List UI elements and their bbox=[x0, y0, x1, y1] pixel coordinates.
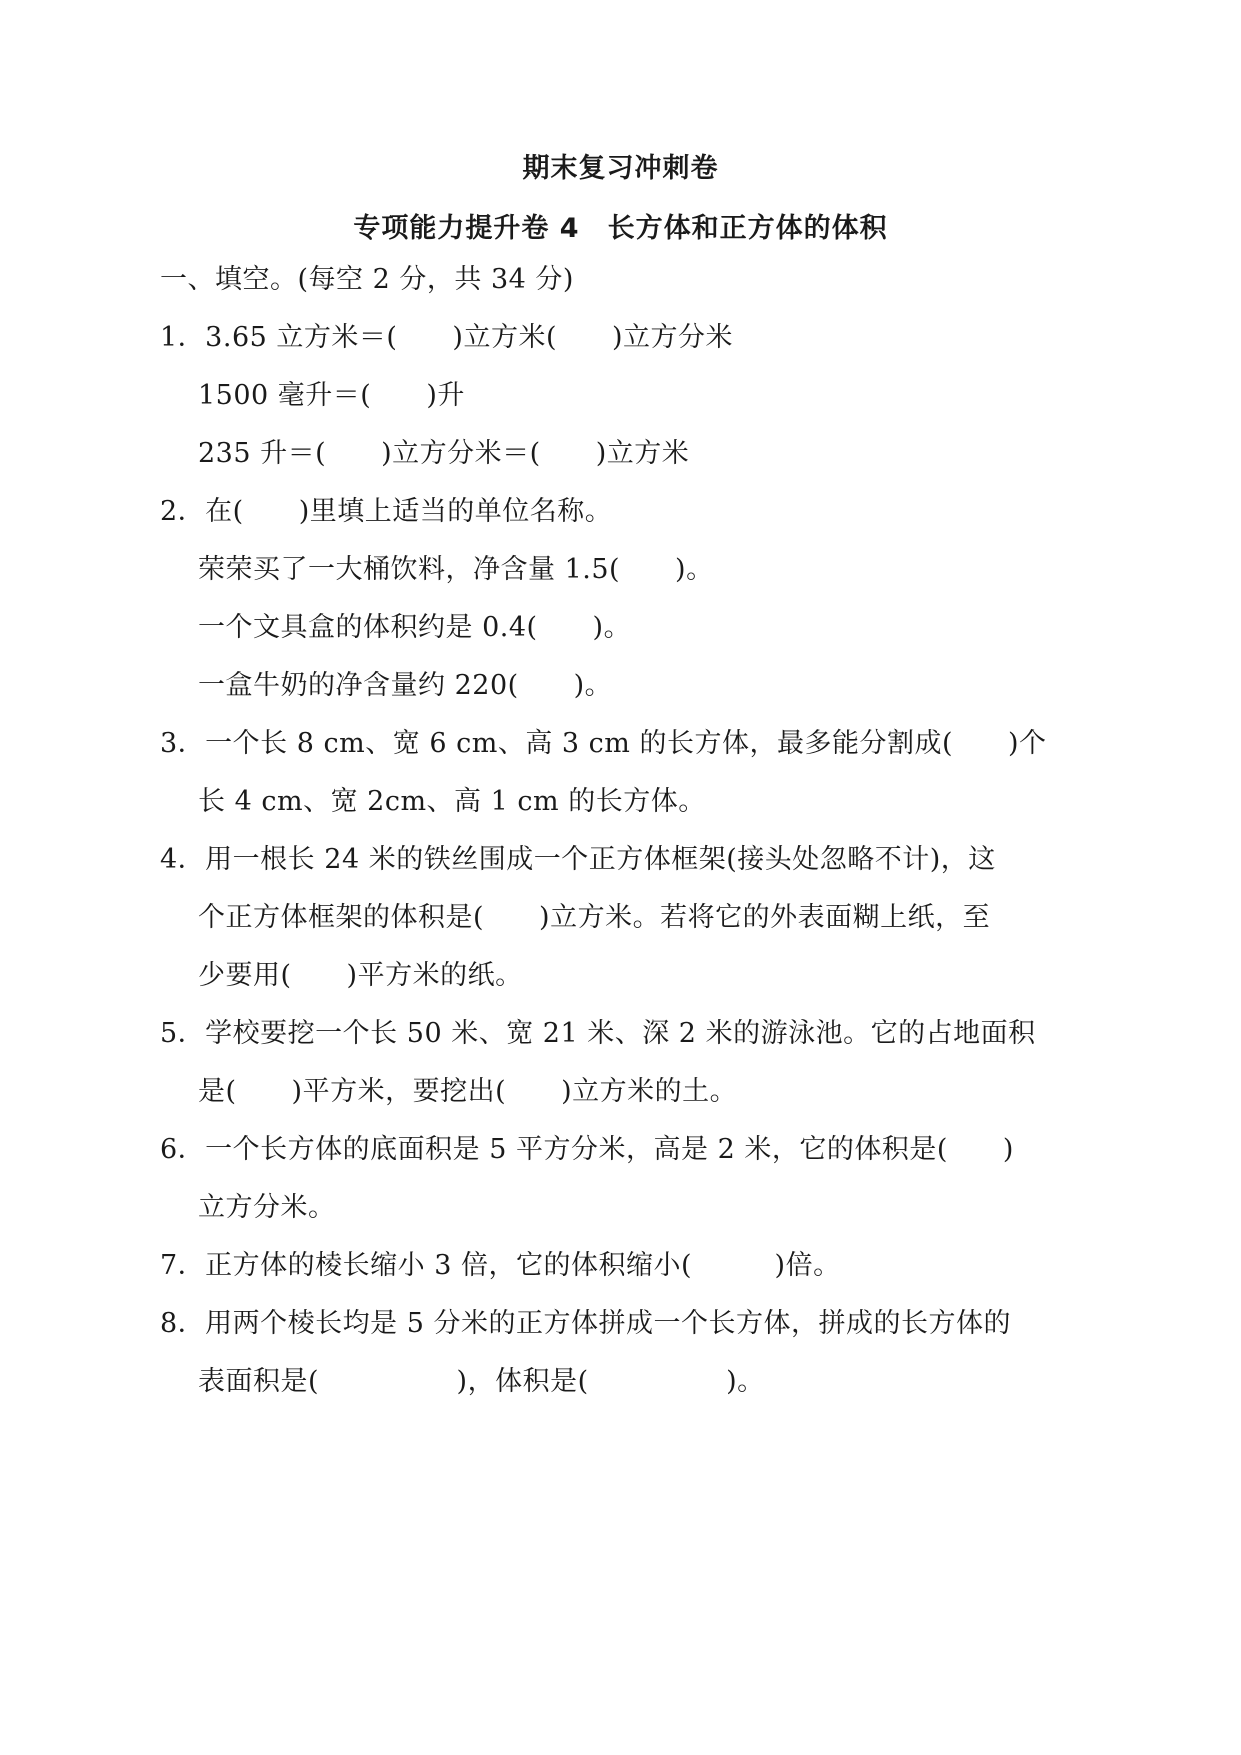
question-4-line-2: 个正方体框架的体积是( )立方米。若将它的外表面糊上纸，至 bbox=[198, 902, 991, 933]
page-subtitle: 专项能力提升卷 4 长方体和正方体的体积 bbox=[353, 213, 888, 244]
question-1-line-3: 235 升＝( )立方分米＝( )立方米 bbox=[198, 438, 690, 469]
question-8-line-2: 表面积是( )，体积是( )。 bbox=[198, 1366, 765, 1397]
question-4-line-1: 4．用一根长 24 米的铁丝围成一个正方体框架(接头处忽略不计)，这 bbox=[160, 844, 996, 875]
question-8-line-1: 8．用两个棱长均是 5 分米的正方体拼成一个长方体，拼成的长方体的 bbox=[160, 1308, 1012, 1339]
section-heading: 一、填空。(每空 2 分，共 34 分) bbox=[160, 264, 574, 295]
question-6-line-2: 立方分米。 bbox=[198, 1192, 336, 1223]
question-2-line-1: 2．在( )里填上适当的单位名称。 bbox=[160, 496, 613, 527]
question-2-line-2: 荣荣买了一大桶饮料，净含量 1.5( )。 bbox=[198, 554, 714, 585]
question-2-line-4: 一盒牛奶的净含量约 220( )。 bbox=[198, 670, 613, 701]
question-4-line-3: 少要用( )平方米的纸。 bbox=[198, 960, 523, 991]
question-1-line-2: 1500 毫升＝( )升 bbox=[198, 380, 465, 411]
question-1-line-1: 1．3.65 立方米＝( )立方米( )立方分米 bbox=[160, 322, 734, 353]
question-5-line-2: 是( )平方米，要挖出( )立方米的土。 bbox=[198, 1076, 738, 1107]
question-6-line-1: 6．一个长方体的底面积是 5 平方分米，高是 2 米，它的体积是( ) bbox=[160, 1134, 1014, 1165]
question-2-line-3: 一个文具盒的体积约是 0.4( )。 bbox=[198, 612, 632, 643]
page-title: 期末复习冲刺卷 bbox=[522, 153, 719, 184]
question-3-line-2: 长 4 cm、宽 2cm、高 1 cm 的长方体。 bbox=[198, 786, 706, 817]
question-3-line-1: 3．一个长 8 cm、宽 6 cm、高 3 cm 的长方体，最多能分割成( )个 bbox=[160, 728, 1047, 759]
question-5-line-1: 5．学校要挖一个长 50 米、宽 21 米、深 2 米的游泳池。它的占地面积 bbox=[160, 1018, 1036, 1049]
question-7-line-1: 7．正方体的棱长缩小 3 倍，它的体积缩小( )倍。 bbox=[160, 1250, 841, 1281]
